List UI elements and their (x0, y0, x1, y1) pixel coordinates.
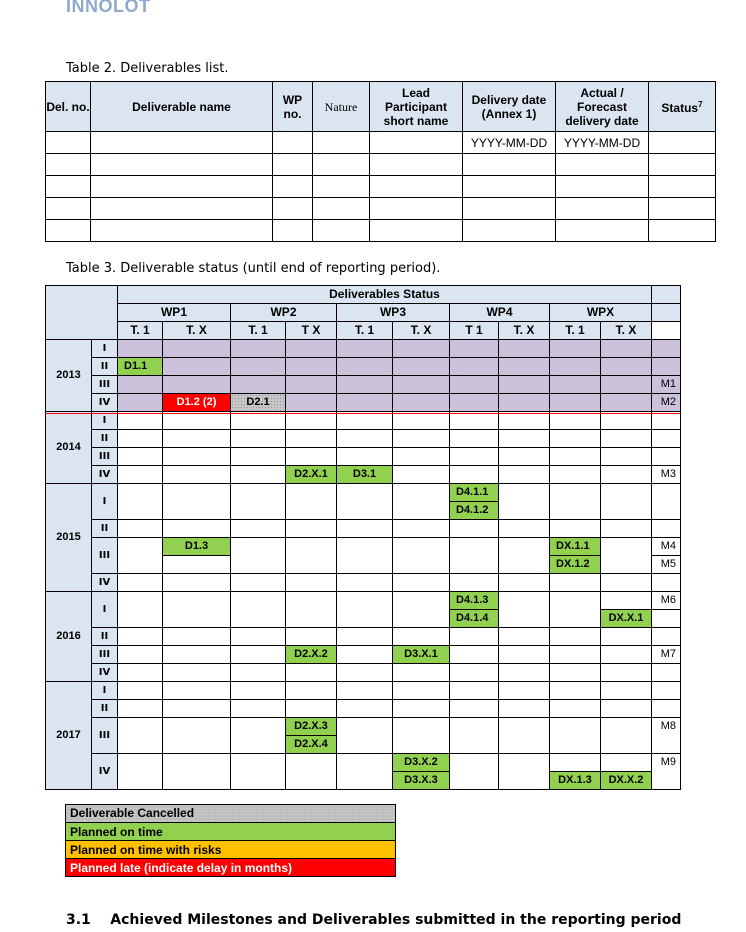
brand-logo-text: INNOLOT (66, 0, 151, 16)
wp-header: WP4 (450, 304, 550, 322)
deliverable-cell: D1.1 (118, 358, 162, 375)
milestone-label: M1 (652, 376, 681, 394)
quarter-label: IV (92, 664, 118, 682)
quarter-label: II (92, 520, 118, 538)
deliverable-cell: D2.X.1 (286, 466, 336, 483)
quarter-label: II (92, 358, 118, 376)
quarter-label: III (92, 376, 118, 394)
quarter-label: III (92, 646, 118, 664)
milestone-label: M3 (652, 466, 681, 484)
deliverable-cell: D2.X.2 (286, 646, 336, 663)
header-status: Status$^7$ (649, 82, 716, 132)
delivery-date-cell: YYYY-MM-DD (463, 132, 556, 154)
table-row (46, 220, 716, 242)
task-header: T. 1 (337, 322, 393, 340)
wp-header: WPX (550, 304, 652, 322)
wp-header: WP2 (231, 304, 337, 322)
deliverable-cell: DX.1.3 (550, 772, 600, 789)
milestone-label: M2 (652, 394, 681, 412)
status-legend (65, 804, 396, 877)
milestone-label: M9 (652, 754, 681, 790)
year-label: 2013 (46, 340, 92, 412)
quarter-label: I (92, 682, 118, 700)
header-delivery-date: Delivery date (Annex 1) (463, 82, 556, 132)
task-header: T 1 (450, 322, 499, 340)
header-lead-participant: Lead Participant short name (370, 82, 463, 132)
task-header: T X (286, 322, 337, 340)
year-label: 2016 (46, 592, 92, 682)
milestone-label: M4 (652, 538, 681, 556)
actual-date-cell: YYYY-MM-DD (556, 132, 649, 154)
wp-header: WP1 (118, 304, 231, 322)
quarter-label: IV (92, 754, 118, 790)
quarter-label: III (92, 538, 118, 574)
deliverables-status-title: Deliverables Status (118, 286, 652, 304)
deliverable-cell: D4.1.3 (450, 592, 498, 609)
deliverable-cell-cancelled: D2.1 (231, 394, 285, 411)
year-label: 2015 (46, 484, 92, 592)
quarter-label: II (92, 628, 118, 646)
header-nature: Nature (313, 82, 370, 132)
task-header: T. 1 (550, 322, 601, 340)
task-header: T. X (601, 322, 652, 340)
quarter-label: IV (92, 466, 118, 484)
quarter-label: I (92, 412, 118, 430)
deliverable-cell: D1.3 (163, 538, 230, 555)
deliverable-status-table (45, 285, 681, 790)
task-header: T. 1 (231, 322, 286, 340)
deliverable-cell: DX.1.2 (550, 556, 600, 573)
deliverable-cell: D2.X.4 (286, 736, 336, 753)
reporting-period-line (45, 413, 680, 414)
table-row (46, 154, 716, 176)
task-header: T. X (499, 322, 550, 340)
milestone-label: M6 (652, 592, 681, 610)
deliverable-cell: D3.X.1 (393, 646, 449, 663)
year-label: 2017 (46, 682, 92, 790)
quarter-label: IV (92, 574, 118, 592)
deliverable-cell: DX.X.1 (601, 610, 651, 627)
quarter-label: I (92, 484, 118, 520)
deliverable-cell: D4.1.2 (450, 502, 498, 519)
legend-on-time: Planned on time (66, 823, 396, 841)
table2-caption: Table 2. Deliverables list. (66, 61, 229, 76)
quarter-label: IV (92, 394, 118, 412)
corner-cell (46, 286, 118, 340)
legend-on-time-risks: Planned on time with risks (66, 841, 396, 859)
milestone-label: M7 (652, 646, 681, 664)
deliverable-cell-late: D1.2 (2) (163, 394, 230, 411)
task-header: T. X (393, 322, 450, 340)
deliverable-cell: D4.1.4 (450, 610, 498, 627)
milestone-label: M8 (652, 718, 681, 754)
legend-late: Planned late (indicate delay in months) (66, 859, 396, 877)
deliverable-cell: D3.1 (337, 466, 392, 483)
table3-caption: Table 3. Deliverable status (until end of reporting period). (66, 261, 441, 276)
deliverable-cell: D4.1.1 (450, 484, 498, 501)
milestone-label: M5 (652, 556, 681, 574)
deliverable-cell: D3.X.3 (393, 772, 449, 789)
deliverable-cell: D3.X.2 (393, 754, 449, 771)
quarter-label: III (92, 718, 118, 754)
deliverable-cell: DX.X.2 (601, 772, 651, 789)
wp-header: WP3 (337, 304, 450, 322)
year-label: 2014 (46, 412, 92, 484)
deliverable-cell: D2.X.3 (286, 718, 336, 735)
task-header: T. X (163, 322, 231, 340)
quarter-label: III (92, 448, 118, 466)
quarter-label: II (92, 700, 118, 718)
task-header: T. 1 (118, 322, 163, 340)
quarter-label: I (92, 592, 118, 628)
table-row (46, 176, 716, 198)
quarter-label: II (92, 430, 118, 448)
deliverable-cell: DX.1.1 (550, 538, 600, 555)
header-deliverable-name: Deliverable name (91, 82, 273, 132)
header-del-no: Del. no. (46, 82, 91, 132)
quarter-label: I (92, 340, 118, 358)
deliverables-list-table (45, 81, 716, 242)
table-row (46, 198, 716, 220)
legend-cancelled: Deliverable Cancelled (66, 805, 396, 823)
table-row (46, 132, 716, 154)
section-heading: 3.1 Achieved Milestones and Deliverables submitted in the reporting period (66, 912, 682, 928)
header-wp-no: WP no. (273, 82, 313, 132)
header-actual-forecast: Actual / Forecast delivery date (556, 82, 649, 132)
